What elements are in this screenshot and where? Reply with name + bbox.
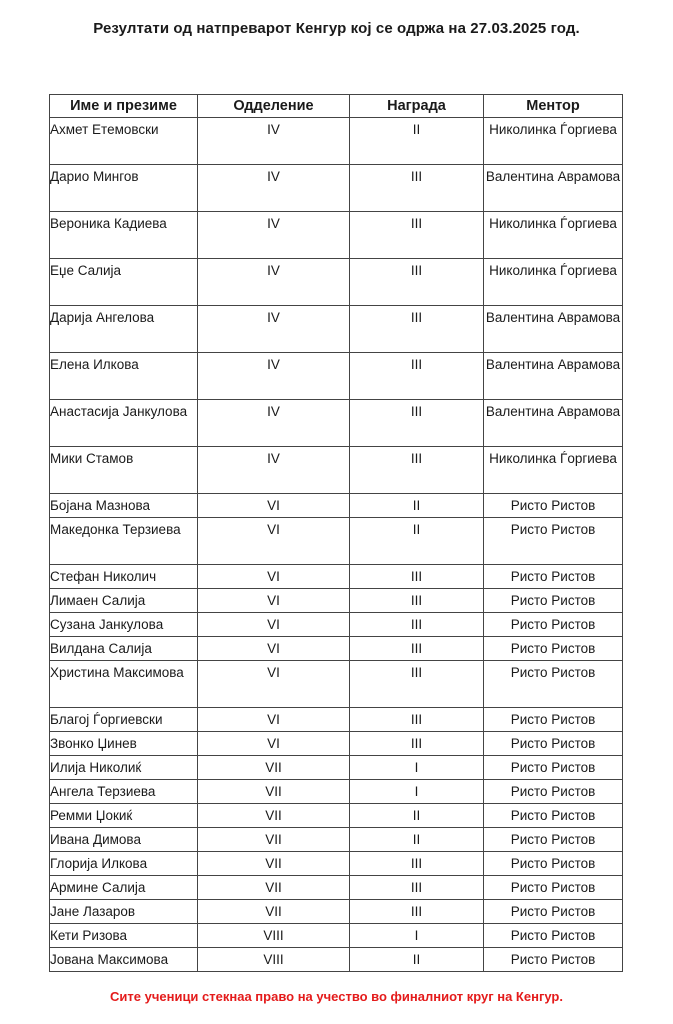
grade-cell xyxy=(198,589,350,613)
award-cell xyxy=(350,948,484,972)
mentor-cell xyxy=(484,306,623,353)
grade-cell-text: VI xyxy=(267,617,280,632)
table-row xyxy=(50,900,623,924)
table-row xyxy=(50,306,623,353)
results-table xyxy=(49,94,623,972)
grade-cell xyxy=(198,637,350,661)
grade-cell xyxy=(198,756,350,780)
student-name-cell xyxy=(50,494,198,518)
award-cell-text: III xyxy=(410,736,423,751)
table-row xyxy=(50,924,623,948)
grade-cell xyxy=(198,804,350,828)
header-name: Име и презиме xyxy=(50,95,198,118)
award-cell xyxy=(350,494,484,518)
student-name-cell xyxy=(50,353,198,400)
grade-cell-text: VI xyxy=(267,736,280,751)
mentor-cell xyxy=(484,353,623,400)
grade-cell-text: VI xyxy=(267,522,280,537)
mentor-cell-text: Ристо Ристов xyxy=(510,569,596,584)
award-cell xyxy=(350,565,484,589)
student-name-cell xyxy=(50,400,198,447)
award-cell xyxy=(350,708,484,732)
grade-cell-text: VI xyxy=(267,569,280,584)
grade-cell xyxy=(198,708,350,732)
award-cell xyxy=(350,613,484,637)
award-cell xyxy=(350,165,484,212)
student-name-cell-text: Дарија Ангелова xyxy=(50,310,155,325)
table-row xyxy=(50,732,623,756)
table-row xyxy=(50,661,623,708)
student-name-cell xyxy=(50,518,198,565)
table-row xyxy=(50,852,623,876)
award-cell xyxy=(350,780,484,804)
student-name-cell xyxy=(50,306,198,353)
mentor-cell-text: Ристо Ристов xyxy=(510,498,596,513)
student-name-cell-text: Вилдана Салија xyxy=(50,641,152,656)
mentor-cell-text: Ристо Ристов xyxy=(510,522,596,537)
award-cell xyxy=(350,589,484,613)
grade-cell-text: VII xyxy=(265,880,282,895)
award-cell xyxy=(350,259,484,306)
header-mentor: Ментор xyxy=(484,95,623,118)
page-title: Резултати од натпреварот Кенгур кој се одржа на 27.03.2025 год. xyxy=(93,20,580,37)
grade-cell-text: VI xyxy=(267,641,280,656)
mentor-cell-text: Ристо Ристов xyxy=(510,712,596,727)
grade-cell-text: VII xyxy=(265,856,282,871)
grade-cell-text: VII xyxy=(265,784,282,799)
award-cell-text: III xyxy=(410,216,423,231)
table-row xyxy=(50,948,623,972)
grade-cell xyxy=(198,565,350,589)
header-grade: Одделение xyxy=(198,95,350,118)
grade-cell xyxy=(198,876,350,900)
mentor-cell xyxy=(484,780,623,804)
student-name-cell-text: Ангела Терзиева xyxy=(50,784,156,799)
student-name-cell xyxy=(50,756,198,780)
mentor-cell-text: Ристо Ристов xyxy=(510,952,596,967)
mentor-cell xyxy=(484,900,623,924)
mentor-cell xyxy=(484,756,623,780)
grade-cell xyxy=(198,259,350,306)
grade-cell xyxy=(198,852,350,876)
student-name-cell-text: Еџе Салија xyxy=(50,263,122,278)
student-name-cell xyxy=(50,708,198,732)
award-cell-text: I xyxy=(414,784,419,799)
table-row xyxy=(50,212,623,259)
award-cell xyxy=(350,661,484,708)
student-name-cell-text: Кети Ризова xyxy=(50,928,128,943)
grade-cell-text: IV xyxy=(267,169,280,184)
grade-cell xyxy=(198,165,350,212)
mentor-cell xyxy=(484,589,623,613)
award-cell-text: III xyxy=(410,310,423,325)
mentor-cell-text: Валентина Аврамова xyxy=(485,404,621,419)
grade-cell-text: VII xyxy=(265,808,282,823)
student-name-cell-text: Звонко Џинев xyxy=(50,736,137,751)
student-name-cell xyxy=(50,900,198,924)
table-row xyxy=(50,804,623,828)
student-name-cell-text: Јована Максимова xyxy=(50,952,169,967)
grade-cell xyxy=(198,924,350,948)
award-cell-text: III xyxy=(410,641,423,656)
mentor-cell-text: Ристо Ристов xyxy=(510,904,596,919)
mentor-cell xyxy=(484,876,623,900)
award-cell xyxy=(350,876,484,900)
mentor-cell-text: Николинка Ѓоргиева xyxy=(489,216,617,231)
student-name-cell xyxy=(50,804,198,828)
grade-cell xyxy=(198,494,350,518)
award-cell-text: I xyxy=(414,760,419,775)
award-cell-text: III xyxy=(410,880,423,895)
student-name-cell xyxy=(50,948,198,972)
award-cell-text: III xyxy=(410,451,423,466)
student-name-cell-text: Бојана Мазнова xyxy=(50,498,151,513)
mentor-cell-text: Валентина Аврамова xyxy=(485,357,621,372)
grade-cell xyxy=(198,118,350,165)
student-name-cell-text: Ивана Димова xyxy=(50,832,141,847)
student-name-cell xyxy=(50,780,198,804)
award-cell xyxy=(350,353,484,400)
student-name-cell xyxy=(50,165,198,212)
mentor-cell xyxy=(484,637,623,661)
table-row xyxy=(50,637,623,661)
student-name-cell-text: Елена Илкова xyxy=(50,357,139,372)
award-cell xyxy=(350,637,484,661)
mentor-cell-text: Николинка Ѓоргиева xyxy=(489,122,617,137)
award-cell xyxy=(350,400,484,447)
mentor-cell-text: Ристо Ристов xyxy=(510,832,596,847)
table-row xyxy=(50,780,623,804)
mentor-cell-text: Ристо Ристов xyxy=(510,760,596,775)
student-name-cell xyxy=(50,924,198,948)
mentor-cell-text: Николинка Ѓоргиева xyxy=(489,451,617,466)
mentor-cell-text: Ристо Ристов xyxy=(510,784,596,799)
mentor-cell-text: Ристо Ристов xyxy=(510,736,596,751)
mentor-cell-text: Николинка Ѓоргиева xyxy=(489,263,617,278)
grade-cell xyxy=(198,780,350,804)
award-cell-text: III xyxy=(410,263,423,278)
mentor-cell xyxy=(484,613,623,637)
table-row xyxy=(50,589,623,613)
grade-cell xyxy=(198,306,350,353)
grade-cell xyxy=(198,613,350,637)
table-row xyxy=(50,565,623,589)
grade-cell-text: VIII xyxy=(263,952,284,967)
mentor-cell xyxy=(484,447,623,494)
table-body xyxy=(50,118,623,972)
award-cell-text: II xyxy=(412,522,421,537)
student-name-cell xyxy=(50,852,198,876)
grade-cell-text: VI xyxy=(267,712,280,727)
award-cell xyxy=(350,118,484,165)
student-name-cell-text: Ахмет Етемовски xyxy=(50,122,159,137)
award-cell-text: III xyxy=(410,593,423,608)
table-row xyxy=(50,756,623,780)
mentor-cell xyxy=(484,828,623,852)
student-name-cell-text: Анастасија Јанкулова xyxy=(50,404,188,419)
mentor-cell-text: Ристо Ристов xyxy=(510,808,596,823)
grade-cell-text: IV xyxy=(267,357,280,372)
award-cell xyxy=(350,804,484,828)
award-cell-text: III xyxy=(410,169,423,184)
mentor-cell xyxy=(484,708,623,732)
grade-cell xyxy=(198,447,350,494)
grade-cell xyxy=(198,400,350,447)
award-cell-text: III xyxy=(410,904,423,919)
mentor-cell xyxy=(484,494,623,518)
award-cell xyxy=(350,306,484,353)
student-name-cell-text: Илија Николиќ xyxy=(50,760,142,775)
mentor-cell-text: Ристо Ристов xyxy=(510,665,596,680)
student-name-cell-text: Дарио Мингов xyxy=(50,169,139,184)
table-row xyxy=(50,353,623,400)
table-row xyxy=(50,828,623,852)
award-cell-text: III xyxy=(410,357,423,372)
footnote: Сите ученици стекнаа право на учество во финалниот круг на Кенгур. xyxy=(110,989,563,1004)
table-row xyxy=(50,518,623,565)
grade-cell-text: IV xyxy=(267,216,280,231)
award-cell xyxy=(350,732,484,756)
mentor-cell-text: Ристо Ристов xyxy=(510,880,596,895)
award-cell xyxy=(350,212,484,259)
mentor-cell xyxy=(484,565,623,589)
student-name-cell-text: Глорија Илкова xyxy=(50,856,148,871)
table-row xyxy=(50,613,623,637)
award-cell-text: II xyxy=(412,832,421,847)
award-cell-text: II xyxy=(412,952,421,967)
mentor-cell xyxy=(484,400,623,447)
table-row xyxy=(50,400,623,447)
award-cell-text: II xyxy=(412,122,421,137)
grade-cell-text: VI xyxy=(267,498,280,513)
mentor-cell xyxy=(484,118,623,165)
table-row xyxy=(50,165,623,212)
grade-cell-text: VII xyxy=(265,760,282,775)
mentor-cell xyxy=(484,852,623,876)
award-cell-text: III xyxy=(410,856,423,871)
award-cell xyxy=(350,756,484,780)
table-header-row xyxy=(50,95,623,118)
grade-cell xyxy=(198,948,350,972)
grade-cell-text: VI xyxy=(267,593,280,608)
mentor-cell-text: Ристо Ристов xyxy=(510,617,596,632)
award-cell-text: II xyxy=(412,808,421,823)
grade-cell-text: IV xyxy=(267,404,280,419)
student-name-cell xyxy=(50,661,198,708)
grade-cell xyxy=(198,518,350,565)
grade-cell xyxy=(198,353,350,400)
mentor-cell-text: Валентина Аврамова xyxy=(485,169,621,184)
award-cell-text: III xyxy=(410,617,423,632)
mentor-cell xyxy=(484,165,623,212)
award-cell-text: III xyxy=(410,712,423,727)
student-name-cell xyxy=(50,118,198,165)
student-name-cell-text: Ремми Џокиќ xyxy=(50,808,133,823)
student-name-cell-text: Сузана Јанкулова xyxy=(50,617,164,632)
grade-cell-text: VIII xyxy=(263,928,284,943)
student-name-cell xyxy=(50,565,198,589)
student-name-cell xyxy=(50,259,198,306)
award-cell-text: III xyxy=(410,404,423,419)
student-name-cell xyxy=(50,637,198,661)
mentor-cell xyxy=(484,661,623,708)
student-name-cell xyxy=(50,828,198,852)
mentor-cell-text: Ристо Ристов xyxy=(510,641,596,656)
mentor-cell-text: Валентина Аврамова xyxy=(485,310,621,325)
mentor-cell xyxy=(484,948,623,972)
student-name-cell-text: Македонка Терзиева xyxy=(50,522,181,537)
student-name-cell-text: Стефан Николич xyxy=(50,569,157,584)
grade-cell-text: VII xyxy=(265,832,282,847)
grade-cell xyxy=(198,828,350,852)
mentor-cell xyxy=(484,259,623,306)
grade-cell-text: IV xyxy=(267,263,280,278)
award-cell xyxy=(350,852,484,876)
award-cell xyxy=(350,924,484,948)
student-name-cell-text: Мики Стамов xyxy=(50,451,134,466)
grade-cell-text: IV xyxy=(267,122,280,137)
student-name-cell xyxy=(50,212,198,259)
student-name-cell-text: Благој Ѓоргиевски xyxy=(50,712,163,727)
mentor-cell xyxy=(484,518,623,565)
student-name-cell-text: Лимаен Салија xyxy=(50,593,146,608)
student-name-cell xyxy=(50,447,198,494)
grade-cell-text: VII xyxy=(265,904,282,919)
mentor-cell xyxy=(484,924,623,948)
award-cell-text: II xyxy=(412,498,421,513)
grade-cell xyxy=(198,732,350,756)
student-name-cell-text: Христина Максимова xyxy=(50,665,184,680)
award-cell xyxy=(350,447,484,494)
award-cell xyxy=(350,518,484,565)
table-row xyxy=(50,494,623,518)
table-row xyxy=(50,259,623,306)
student-name-cell xyxy=(50,732,198,756)
table-row xyxy=(50,876,623,900)
award-cell xyxy=(350,900,484,924)
table-row xyxy=(50,708,623,732)
header-award: Награда xyxy=(350,95,484,118)
award-cell-text: III xyxy=(410,665,423,680)
student-name-cell-text: Јане Лазаров xyxy=(50,904,136,919)
student-name-cell xyxy=(50,876,198,900)
award-cell xyxy=(350,828,484,852)
student-name-cell-text: Армине Салија xyxy=(50,880,146,895)
student-name-cell-text: Вероника Кадиева xyxy=(50,216,167,231)
mentor-cell xyxy=(484,212,623,259)
mentor-cell xyxy=(484,804,623,828)
mentor-cell xyxy=(484,732,623,756)
award-cell-text: III xyxy=(410,569,423,584)
mentor-cell-text: Ристо Ристов xyxy=(510,593,596,608)
mentor-cell-text: Ристо Ристов xyxy=(510,856,596,871)
grade-cell xyxy=(198,661,350,708)
grade-cell xyxy=(198,900,350,924)
student-name-cell xyxy=(50,589,198,613)
mentor-cell-text: Ристо Ристов xyxy=(510,928,596,943)
grade-cell-text: IV xyxy=(267,310,280,325)
grade-cell xyxy=(198,212,350,259)
grade-cell-text: VI xyxy=(267,665,280,680)
table-row xyxy=(50,447,623,494)
award-cell-text: I xyxy=(414,928,419,943)
table-row xyxy=(50,118,623,165)
student-name-cell xyxy=(50,613,198,637)
grade-cell-text: IV xyxy=(267,451,280,466)
